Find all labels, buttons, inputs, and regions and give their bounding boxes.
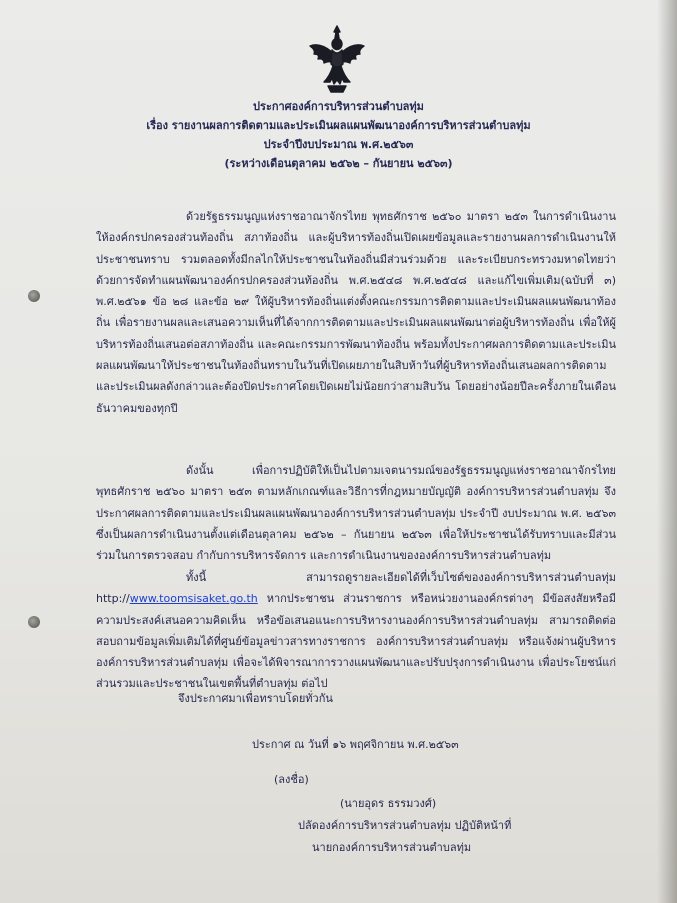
announcement-date: ประกาศ ณ วันที่ ๑๖ พฤศจิกายน พ.ศ.๒๕๖๓: [252, 738, 459, 751]
paragraph-1: ด้วยรัฐธรรมนูญแห่งราชอาณาจักรไทย พุทธศักราช ๒๕๖๐ มาตรา ๒๕๓ ในการดำเนินงาน ให้องค์กรปกครองส่วนท้องถิ่น สภาท้องถิ่น และผู้บริหารท้องถิ่นเปิดเผยข้อมูลและรายงานผลการดำเนินงานให้ประชาชนทราบ รวมตลอดทั้งมีกลไกให้ประชาชนในท้องถิ่นมีส่วนร่วมด้วย และระเบียบกระทรวงมหาดไทยว่าด้วยการจัดทำแผนพัฒนาองค์กรปกครองส่วนท้องถิ่น พ.ศ.๒๕๔๘ พ.ศ.๒๕๔๘ และแก้ไขเพิ่มเติม(ฉบับที่ ๓) พ.ศ.๒๕๖๑ ข้อ ๒๘ และข้อ ๒๙ ให้ผู้บริหารท้องถิ่นแต่งตั้งคณะกรรมการติดตามและประเมินผลแผนพัฒนาท้องถิ่น เพื่อรายงานผลและเสนอความเห็นที่ได้จากการติดตามและประเมินผลแผนพัฒนาต่อผู้บริหารท้องถิ่น เพื่อให้ผู้บริหารท้องถิ่นเสนอต่อสภาท้องถิ่น และคณะกรรมการพัฒนาท้องถิ่น พร้อมทั้งประกาศผลการติดตามและประเมินผลแผนพัฒนาให้ประชาชนในท้องถิ่นทราบในวันที่เปิดเผยภายในสิบห้าวันที่ผู้บริหารท้องถิ่นเสนอผลการติดตามและประเมินผลดังกล่าวและต้องปิดประกาศโดยเปิดเผยไม่น้อยกว่าสามสิบวัน โดยอย่างน้อยปีละครั้งภายในเดือนธันวาคมของทุกปี: [96, 210, 616, 415]
page-edge-shadow: [657, 0, 677, 903]
header-agency: ประกาศองค์การบริหารส่วนตำบลทุ่ม: [253, 100, 424, 113]
punch-hole-bottom: [28, 616, 40, 628]
signatory-position-2: นายกองค์การบริหารส่วนตำบลทุ่ม: [312, 841, 472, 854]
website-link[interactable]: www.toomsisaket.go.th: [129, 592, 258, 606]
signatory-position-1: ปลัดองค์การบริหารส่วนตำบลทุ่ม ปฏิบัติหน้าที่: [298, 819, 512, 832]
signature-label: (ลงชื่อ): [274, 773, 309, 786]
paragraph-3-part-a: ทั้งนี้ สามารถดูรายละเอียดได้ที่เว็บไซต์ขององค์การบริหารส่วนตำบลทุ่ม http://: [96, 571, 616, 606]
signatory-name: (นายอุดร ธรรมวงศ์): [340, 797, 437, 810]
header-fiscal-year: ประจำปีงบประมาณ พ.ศ.๒๕๖๓: [263, 138, 414, 151]
garuda-emblem-icon: [306, 24, 368, 94]
header-period: (ระหว่างเดือนตุลาคม ๒๕๖๒ – กันยายน ๒๕๖๓): [224, 157, 453, 170]
header-subject: เรื่อง รายงานผลการติดตามและประเมินผลแผนพัฒนาองค์การบริหารส่วนตำบลทุ่ม: [146, 119, 531, 132]
paragraph-3: [96, 567, 616, 691]
punch-hole-top: [28, 290, 40, 302]
paragraph-3-part-b: หากประชาชน ส่วนราชการ หรือหน่วยงานองค์กรต่างๆ มีข้อสงสัยหรือมีความประสงค์เสนอความคิดเห็น หรือข้อเสนอแนะการบริหารงานองค์การบริหารส่วนตำบลทุ่ม สามารถติดต่อสอบถามข้อมูลเพิ่มเติมได้ที่ศูนย์ข้อมูลข่าวสารทางราชการ องค์การบริหารส่วนตำบลทุ่ม หรือแจ้งผ่านผู้บริหารองค์การบริหารส่วนตำบลทุ่ม เพื่อจะได้พิจารณาการวางแผนพัฒนาและปรับปรุงการดำเนินงาน เพื่อประโยชน์แก่ส่วนรวมและประชาชนในเขตพื้นที่ตำบลทุ่ม ต่อไป: [96, 592, 616, 691]
paragraph-2: ดังนั้น เพื่อการปฏิบัติให้เป็นไปตามเจตนารมณ์ของรัฐธรรมนูญแห่งราชอาณาจักรไทย พุทธศักราช ๒๕๖๐ มาตรา ๒๕๓ ตามหลักเกณฑ์และวิธีการที่กฎหมายบัญญัติ องค์การบริหารส่วนตำบลทุ่ม จึงประกาศผลการติดตามและประเมินผลแผนพัฒนาองค์การบริหารส่วนตำบลทุ่ม ประจำปี งบประมาณ พ.ศ. ๒๕๖๓ ซึ่งเป็นผลการดำเนินงานตั้งแต่เดือนตุลาคม ๒๕๖๒ – กันยายน ๒๕๖๓ เพื่อให้ประชาชนได้รับทราบและมีส่วนร่วมในการตรวจสอบ กำกับการบริหารจัดการ และการดำเนินงานขององค์การบริหารส่วนตำบลทุ่ม: [96, 464, 616, 563]
closing-line: จึงประกาศมาเพื่อทราบโดยทั่วกัน: [178, 692, 333, 705]
